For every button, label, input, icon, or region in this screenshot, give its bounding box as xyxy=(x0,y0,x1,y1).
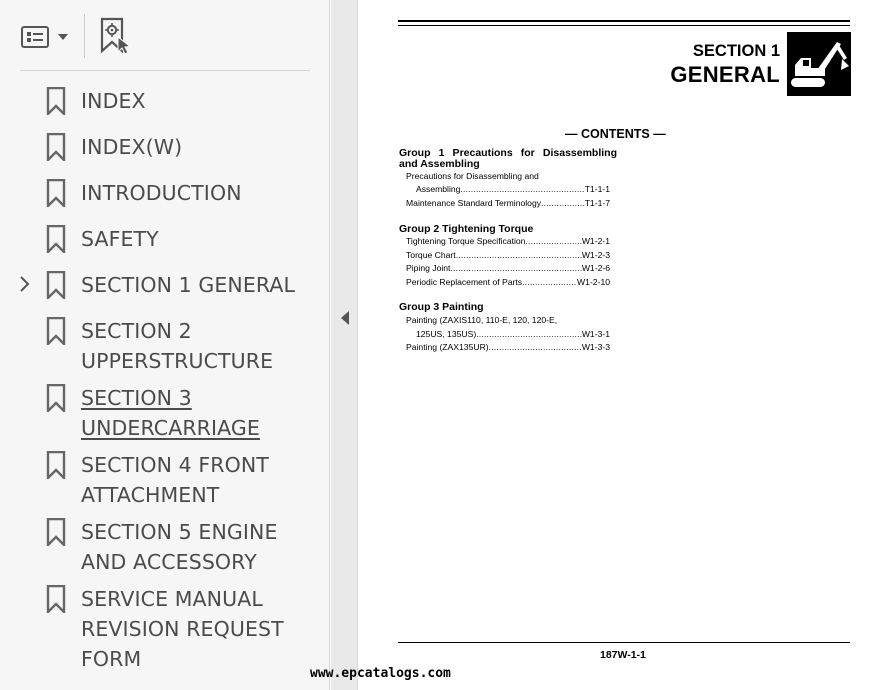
toc-entry[interactable] xyxy=(406,250,610,261)
toc-entry-text: Tightening Torque Specification xyxy=(406,236,526,246)
toc-entry-page: W1-2-1 xyxy=(581,236,610,246)
toc-entry-page: W1-2-6 xyxy=(581,263,610,273)
find-current-bookmark-button[interactable] xyxy=(98,17,134,55)
toc-entry-line: Precautions for Disassembling and xyxy=(406,171,539,181)
triangle-left-icon xyxy=(339,308,351,328)
bookmark-ribbon-icon xyxy=(46,87,66,115)
chevron-down-icon xyxy=(54,24,72,50)
bookmark-label: SECTION 2 UPPERSTRUCTURE xyxy=(81,319,274,373)
contents-heading: — CONTENTS — xyxy=(565,127,666,141)
panel-splitter[interactable] xyxy=(331,0,358,690)
toc-entry[interactable] xyxy=(416,329,610,340)
bookmark-label: SECTION 3 UNDERCARRIAGE xyxy=(81,386,260,440)
bookmark-ribbon-icon xyxy=(46,271,66,299)
bookmark-label: SAFETY xyxy=(81,227,159,251)
bookmark-label: INDEX xyxy=(81,89,146,113)
bookmark-ribbon-icon xyxy=(46,518,66,546)
watermark-text: www.epcatalogs.com xyxy=(310,666,451,681)
dot-leader xyxy=(489,342,582,353)
toc-entry-line: Painting (ZAXIS110, 110-E, 120, 120-E, xyxy=(406,315,558,325)
bookmark-label: SECTION 1 GENERAL xyxy=(81,273,296,297)
group-heading: Group 2 Tightening Torque xyxy=(399,223,534,235)
toc-entry-page: W1-3-3 xyxy=(581,342,610,352)
dot-leader xyxy=(541,198,585,209)
toc-entry[interactable] xyxy=(406,263,610,274)
bookmark-ribbon-icon xyxy=(46,133,66,161)
dot-leader xyxy=(460,184,584,195)
toc-entry-text: Assembling xyxy=(416,184,461,194)
bookmark-label: SERVICE MANUAL REVISION REQUEST FORM xyxy=(81,587,284,671)
dot-leader xyxy=(450,263,581,274)
header-rule-thin xyxy=(398,25,850,26)
section-number: SECTION 1 xyxy=(692,42,780,60)
toc-entry[interactable] xyxy=(416,184,610,195)
section-title: GENERAL xyxy=(670,62,780,87)
bookmark-ribbon-icon xyxy=(46,384,66,412)
toc-entry-page: W1-2-10 xyxy=(577,277,610,287)
bookmark-ribbon-icon xyxy=(46,317,66,345)
bookmark-ribbon-icon xyxy=(46,225,66,253)
section-logo xyxy=(787,32,851,96)
find-current-bookmark-icon xyxy=(98,17,134,55)
toc-entry[interactable] xyxy=(406,277,610,288)
dot-leader xyxy=(522,277,577,288)
group-heading: Group 1 Precautions for Disassembling and Assembling xyxy=(399,147,617,170)
toc-entry[interactable] xyxy=(406,198,610,209)
document-page xyxy=(359,0,880,690)
bookmarks-toolbar xyxy=(0,0,330,70)
toc-entry-page: T1-1-7 xyxy=(584,198,610,208)
excavator-icon xyxy=(787,32,851,96)
bookmark-ribbon-icon xyxy=(46,179,66,207)
group-heading: Group 3 Painting xyxy=(399,301,484,313)
bookmark-options-button[interactable] xyxy=(20,22,72,52)
bookmark-label: INTRODUCTION xyxy=(81,181,242,205)
dot-leader xyxy=(476,329,582,340)
toolbar-divider xyxy=(84,14,85,58)
collapse-panel-button[interactable] xyxy=(339,308,351,328)
toc-entry-text: Periodic Replacement of Parts xyxy=(406,277,523,287)
toc-entry-text: Torque Chart xyxy=(406,250,456,260)
bookmark-ribbon-icon xyxy=(46,451,66,479)
bookmark-label: SECTION 5 ENGINE AND ACCESSORY xyxy=(81,520,278,574)
toolbar-rule xyxy=(20,70,310,71)
dot-leader xyxy=(456,250,582,261)
bookmark-label: SECTION 4 FRONT ATTACHMENT xyxy=(81,453,269,507)
dot-leader xyxy=(525,236,581,247)
bookmark-options-icon xyxy=(20,24,50,50)
toc-entry-text: Maintenance Standard Terminology xyxy=(406,198,542,208)
toc-entry[interactable] xyxy=(406,342,610,353)
bookmark-label: INDEX(W) xyxy=(81,135,183,159)
bookmarks-panel xyxy=(0,0,330,690)
toc-entry-text: Piping Joint xyxy=(406,263,451,273)
toc-entry-text: Painting (ZAX135UR) xyxy=(406,342,489,352)
page-number: 187W-1-1 xyxy=(600,649,646,661)
toc-entry-text: 125US, 135US) xyxy=(416,329,477,339)
bookmark-ribbon-icon xyxy=(46,585,66,613)
toc-entry-page: W1-2-3 xyxy=(581,250,610,260)
header-rule xyxy=(398,20,850,22)
footer-rule xyxy=(398,642,850,643)
chevron-right-icon[interactable] xyxy=(18,272,32,296)
toc-entry-page: T1-1-1 xyxy=(584,184,610,194)
toc-entry[interactable] xyxy=(406,236,610,247)
toc-entry-page: W1-3-1 xyxy=(581,329,610,339)
